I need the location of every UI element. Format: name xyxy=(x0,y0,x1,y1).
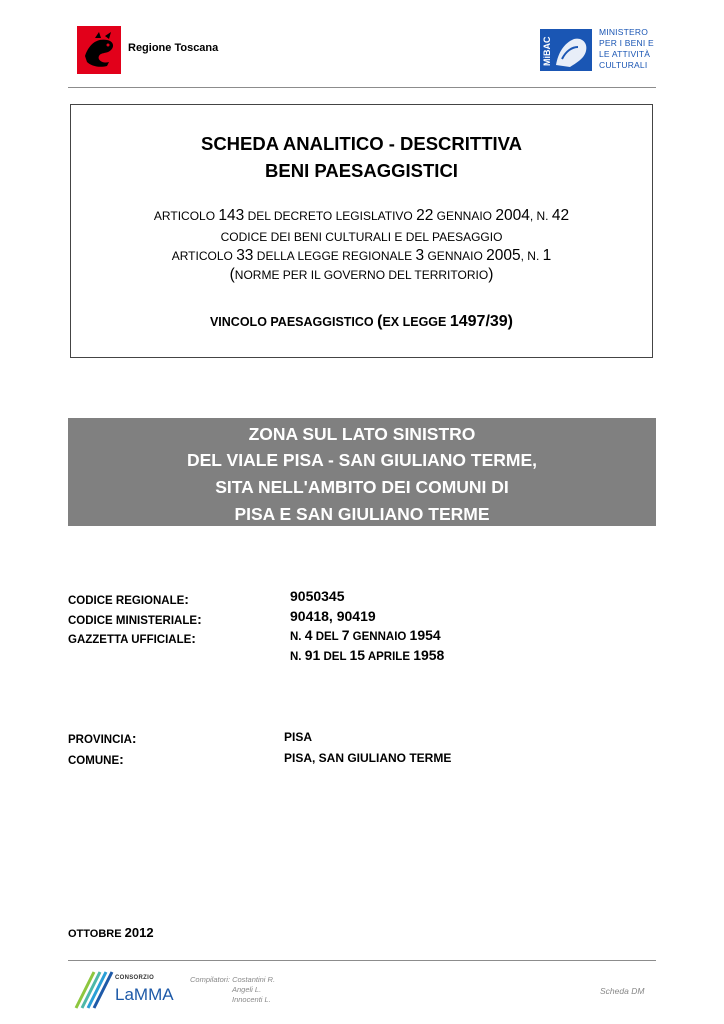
comune-label: COMUNE: xyxy=(68,751,124,767)
legal-reference-1: ARTICOLO 143 DEL DECRETO LEGISLATIVO 22 GENNAIO 2004, N. 42 xyxy=(153,207,570,224)
ministerial-code-value: 90418, 90419 xyxy=(290,608,376,624)
legal-reference-3: ARTICOLO 33 DELLA LEGGE REGIONALE 3 GENNAIO 2005, N. 1 xyxy=(171,247,552,264)
ministerial-code-label: CODICE MINISTERIALE: xyxy=(68,611,202,627)
gazzetta-label: GAZZETTA UFFICIALE: xyxy=(68,630,196,646)
consortium-name: LaMMA xyxy=(115,985,174,1004)
compilers: Compilatori: Costantini R. Angeli L. Innocenti L. xyxy=(190,975,276,1004)
legal-reference-4: (NORME PER IL GOVERNO DEL TERRITORIO) xyxy=(229,266,494,283)
document-date: OTTOBRE 2012 xyxy=(68,925,154,940)
zone-line: PISA E SAN GIULIANO TERME xyxy=(234,504,490,524)
regional-code-label: CODICE REGIONALE: xyxy=(68,591,189,607)
zone-line: ZONA SUL LATO SINISTRO xyxy=(248,424,476,444)
document-subtitle: BENI PAESAGGISTICI xyxy=(265,160,458,181)
legal-reference-2: CODICE DEI BENI CULTURALI E DEL PAESAGGIO xyxy=(220,230,503,244)
gazzetta-entry: N. 91 DEL 15 APRILE 1958 xyxy=(290,647,445,663)
regional-code-value: 9050345 xyxy=(290,588,345,604)
comune-value: PISA, SAN GIULIANO TERME xyxy=(284,751,452,765)
region-name: Regione Toscana xyxy=(128,42,219,54)
consortium-label: CONSORZIO xyxy=(115,975,155,981)
regione-toscana-logo xyxy=(77,26,121,74)
document-type: Scheda DM xyxy=(600,986,645,996)
provincia-label: PROVINCIA: xyxy=(68,730,137,746)
lamma-logo-icon xyxy=(74,968,114,1010)
mibac-mark: MiBAC xyxy=(542,36,552,66)
footer-divider xyxy=(68,960,656,961)
ministry-name: MINISTERO PER I BENI E LE ATTIVITÀ CULTURALI xyxy=(599,27,654,70)
vincolo-reference: VINCOLO PAESAGGISTICO (EX LEGGE 1497/39) xyxy=(209,313,514,330)
zone-line: DEL VIALE PISA - SAN GIULIANO TERME, xyxy=(186,450,538,470)
gazzetta-entry: N. 4 DEL 7 GENNAIO 1954 xyxy=(290,627,441,643)
provincia-value: PISA xyxy=(284,730,313,744)
header-divider xyxy=(68,87,656,88)
zone-line: SITA NELL'AMBITO DEI COMUNI DI xyxy=(215,477,509,497)
document-title: SCHEDA ANALITICO - DESCRITTIVA xyxy=(200,133,522,154)
mibac-logo xyxy=(540,29,592,71)
